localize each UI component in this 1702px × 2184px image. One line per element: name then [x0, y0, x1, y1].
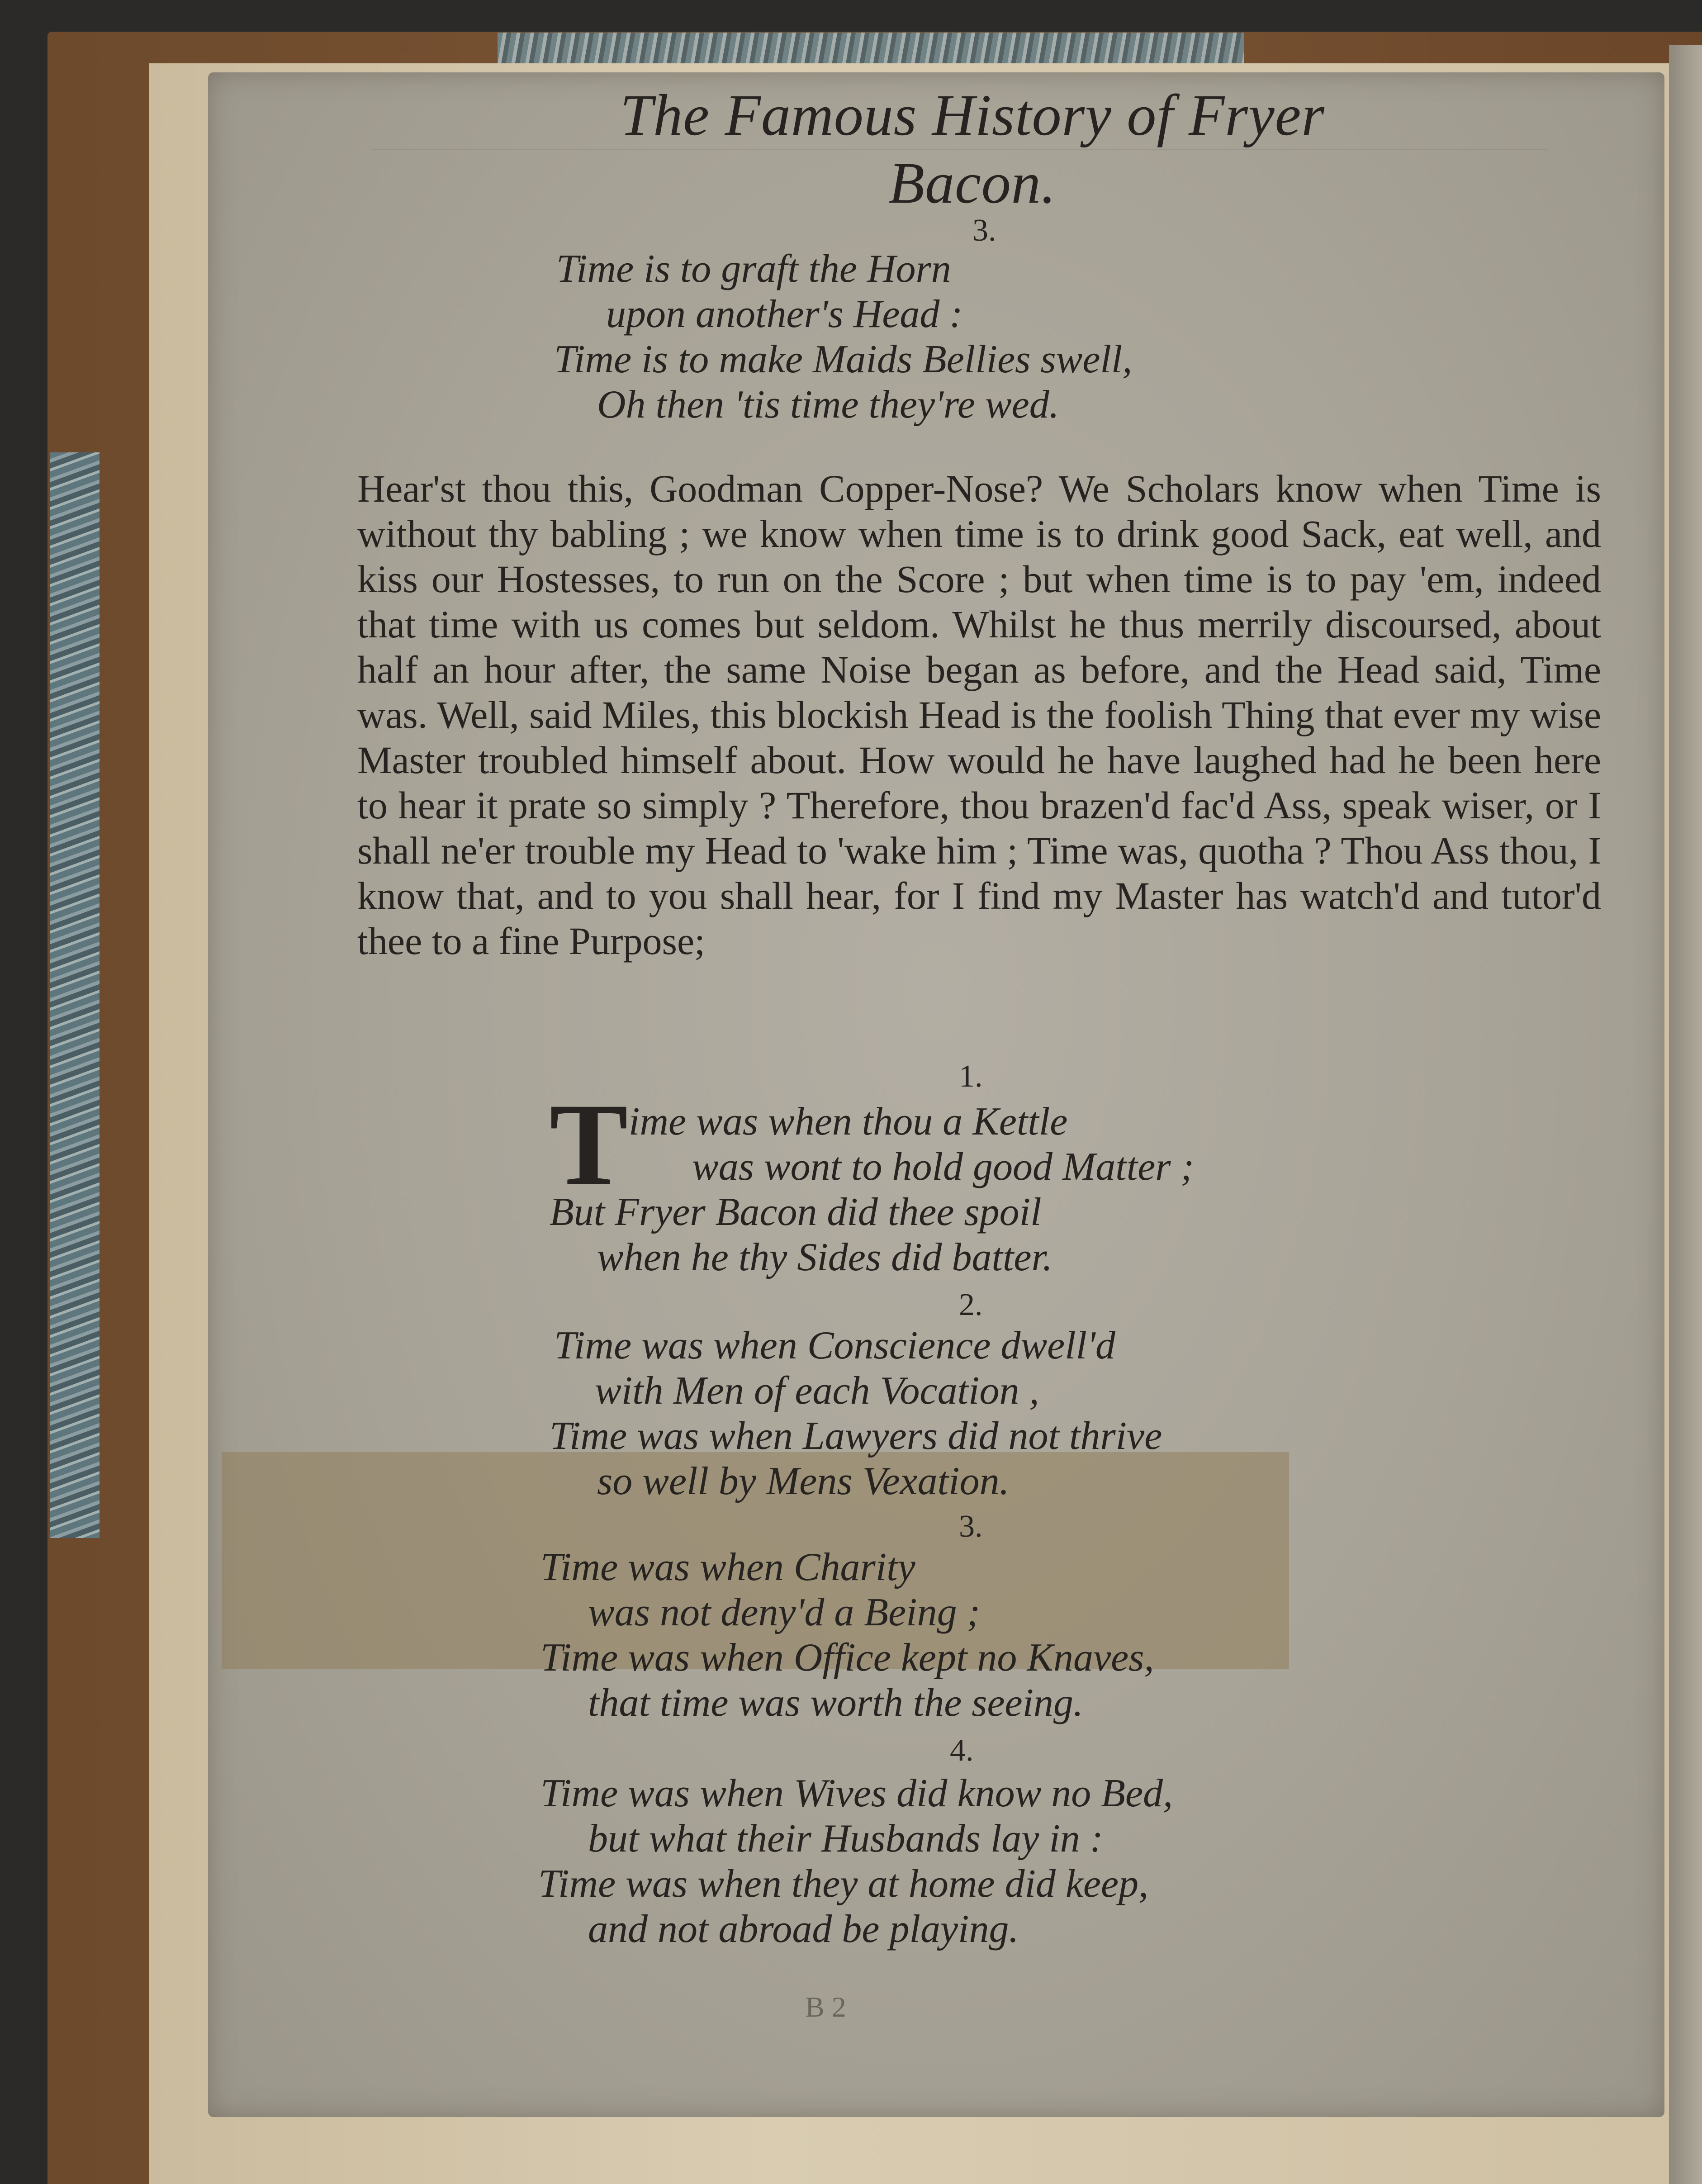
- verse-line: Time was when they at home did keep,: [538, 1862, 1149, 1906]
- verse-line: Time is to graft the Horn: [556, 247, 951, 291]
- verse-line: But Fryer Bacon did thee spoil: [550, 1190, 1042, 1234]
- facing-page-edge: [1669, 45, 1702, 2184]
- verse-line: Time is to make Maids Bellies swell,: [554, 337, 1133, 381]
- verse-line: so well by Mens Vexation.: [597, 1459, 1010, 1503]
- verse-line: Time was when Charity: [540, 1545, 915, 1589]
- page-title: The Famous History of Fryer Bacon.: [620, 83, 1325, 216]
- drop-cap: T: [550, 1079, 628, 1210]
- verse-line: with Men of each Vocation ,: [595, 1369, 1039, 1413]
- verse-line: ime was when thou a Kettle: [629, 1100, 1068, 1144]
- verse-line: was wont to hold good Matter ;: [692, 1145, 1194, 1189]
- marbled-board-left: [50, 452, 100, 1538]
- verse-line: that time was worth the seeing.: [588, 1681, 1084, 1725]
- verse-line: but what their Husbands lay in :: [588, 1817, 1104, 1861]
- prose-paragraph: Hear'st thou this, Goodman Copper-Nose? We Scholars know when Time is without thy babling ; we know when time is to drink good Sack, eat well, and kiss our Hostesses, to run on the Score ; but when time is to pay 'em, indeed that time with us comes but seldom. Whilst he thus merrily discoursed, about half an hour after, the same Noise began as before, and the Head said, Time was. Well, said Miles, this blockish Head is the foolish Thing that ever my wise Master troubled himself about. How would he have laughed had he been here to hear it prate so simply ? Therefore, thou brazen'd fac'd Ass, speak wiser, or I shall ne'er trouble my Head to 'wake him ; Time was, quotha ? Thou Ass thou, I know that, and to you shall hear, for I find my Master has watch'd and tutor'd thee to a fine Purpose;: [357, 467, 1601, 963]
- stanza-number: 1.: [959, 1059, 983, 1094]
- verse-line: Time was when Office kept no Knaves,: [540, 1636, 1154, 1680]
- stanza-number: 3.: [972, 213, 996, 248]
- stanza-number: 2.: [959, 1287, 983, 1322]
- verse-line: and not abroad be playing.: [588, 1907, 1019, 1951]
- verse-line: when he thy Sides did batter.: [597, 1235, 1052, 1279]
- stanza-number: 4.: [950, 1733, 974, 1768]
- signature-mark: B 2: [805, 1991, 846, 2023]
- stanza-number: 3.: [959, 1509, 983, 1544]
- verse-line: Time was when Wives did know no Bed,: [540, 1771, 1173, 1815]
- verse-line: Time was when Lawyers did not thrive: [550, 1414, 1162, 1458]
- verse-line: Oh then 'tis time they're wed.: [597, 383, 1059, 427]
- verse-line: Time was when Conscience dwell'd: [554, 1324, 1115, 1367]
- verse-line: was not deny'd a Being ;: [588, 1591, 980, 1634]
- verse-line: upon another's Head :: [606, 292, 963, 336]
